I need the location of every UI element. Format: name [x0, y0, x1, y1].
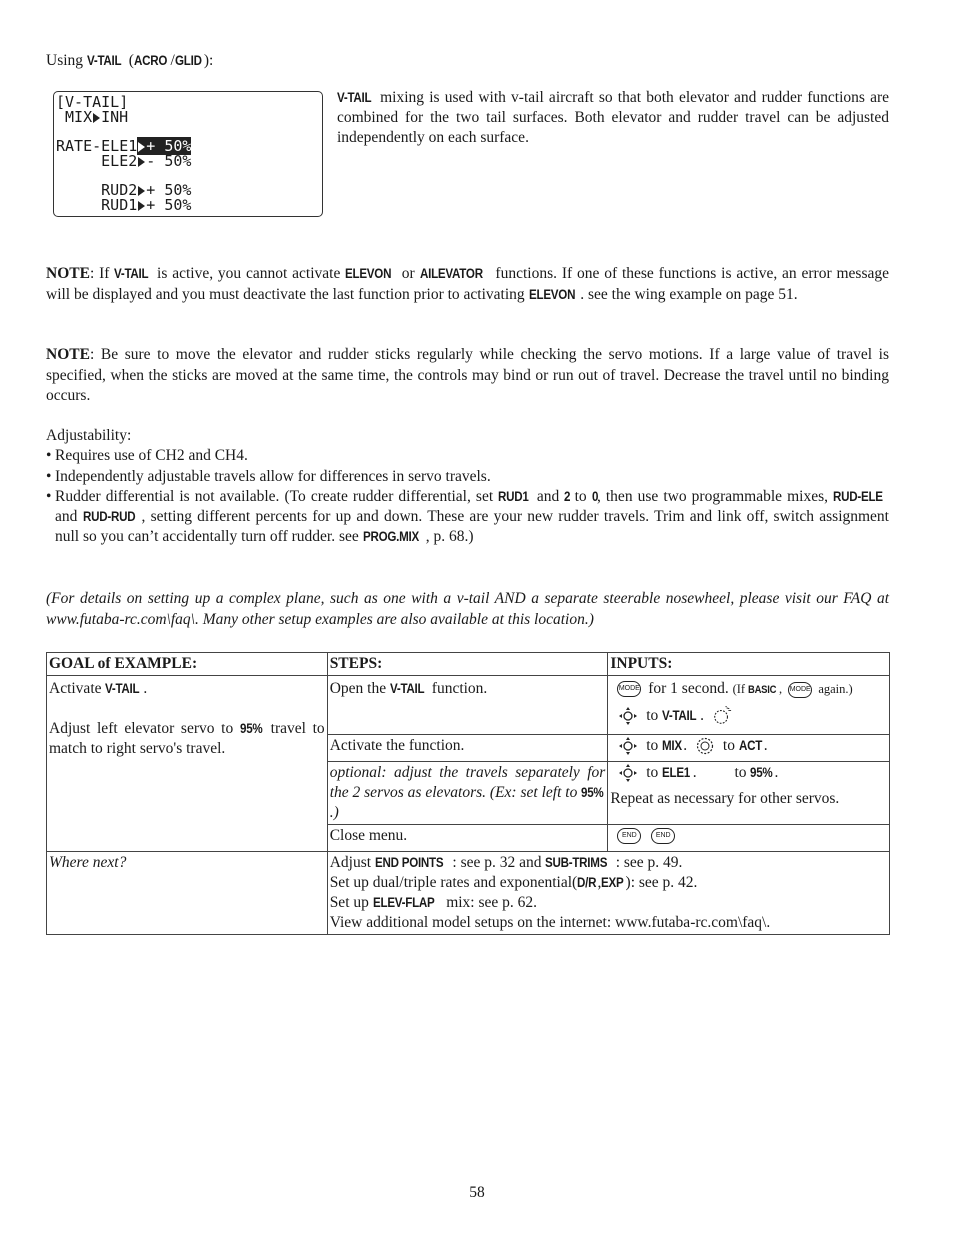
kw-glid: GLID	[174, 53, 202, 68]
kw-rud-ele: RUD-ELE	[833, 488, 883, 504]
kw-vtail: V-TAIL	[662, 708, 697, 723]
lcd-line-mix	[56, 110, 128, 125]
input-close	[608, 825, 890, 852]
lcd-ele1-label: RATE-ELE1	[56, 137, 138, 155]
input3-t2: .	[692, 764, 697, 781]
step-close: Close menu.	[327, 825, 608, 852]
note1-t3: or	[396, 265, 420, 282]
lcd-rud1-label: RUD1	[56, 196, 138, 214]
dial-icon	[695, 736, 715, 756]
adjustability-section	[46, 426, 889, 548]
kw-rud-rud: RUD-RUD	[82, 509, 135, 525]
kw-dr: D/R	[577, 875, 597, 890]
kw-vtail: V-TAIL	[337, 90, 372, 105]
kw-end-points: END POINTS	[374, 855, 444, 870]
kw-elev-flap: ELEV-FLAP	[372, 895, 435, 910]
input3-t4: .	[774, 764, 779, 781]
step1-t2: function.	[427, 680, 488, 697]
input-optional	[608, 762, 890, 825]
kw-elevon: ELEVON	[345, 266, 392, 281]
end-button-icon: END	[617, 828, 641, 844]
lcd-line-title: [V-TAIL]	[56, 93, 129, 111]
input2-t1: to	[642, 737, 663, 754]
kw-mix: MIX	[662, 738, 683, 753]
input1-t2: to	[642, 707, 663, 724]
paren-close: ):	[203, 52, 214, 69]
next-line-2	[330, 873, 887, 893]
goal-t1: Activate	[49, 680, 106, 697]
kw-vtail: V-TAIL	[114, 266, 149, 281]
next-steps	[327, 852, 889, 935]
lcd-line-ele2	[56, 154, 191, 169]
input1-t3: .	[700, 707, 704, 724]
b3-t5: and	[55, 508, 83, 526]
input3-t3: to	[730, 764, 751, 781]
bullet-item: • Requires use of CH2 and CH4.	[46, 446, 889, 466]
header-goal: GOAL of EXAMPLE:	[47, 653, 328, 676]
next-l2c: ): see p. 42.	[625, 874, 698, 891]
input1-t1: for 1 second.	[644, 680, 733, 697]
kw-vtail: V-TAIL	[86, 53, 122, 68]
kw-basic: BASIC	[748, 684, 777, 696]
goal-t3: Adjust left elevator servo to	[49, 720, 240, 737]
header-steps: STEPS:	[327, 653, 608, 676]
step3-text: optional: adjust the travels separately for the 2 servos as elevators. (Ex: set left to	[329, 764, 606, 801]
goal-t2: .	[143, 680, 148, 697]
note-label: NOTE	[46, 265, 90, 282]
arrow-right-icon	[138, 201, 145, 211]
example-table	[46, 652, 890, 935]
b3-t7: , p. 68.)	[425, 528, 474, 546]
intro-prefix: Using	[46, 52, 87, 69]
b3-t1: Rudder differential is not available. (To create rudder differential, set	[55, 487, 499, 505]
next-l2a: Set up dual/triple rates and exponential(	[329, 874, 578, 891]
header-inputs: INPUTS:	[608, 653, 890, 676]
lcd-rud1-value: + 50%	[146, 196, 192, 214]
table-row	[47, 676, 890, 735]
next-line-4: View additional model setups on the internet: www.futaba-rc.com\faq\.	[329, 914, 771, 931]
input3-t1: to	[642, 764, 663, 781]
arrow-right-icon	[93, 113, 100, 123]
step1-t1: Open the	[329, 680, 390, 697]
kw-95pct: 95%	[750, 765, 773, 780]
lcd-ele2-label: ELE2	[56, 152, 138, 170]
next-line-1	[330, 853, 887, 873]
kw-exp: EXP	[601, 875, 624, 890]
input1-s3: again.)	[815, 682, 853, 696]
b3-t6: , setting different percents for up and down. These are your new rudder travels. Trim and link off, switch assignment null so you can’t accidentally turn off rudder. see	[55, 508, 889, 546]
next-line-3	[330, 893, 887, 913]
note2-text: : Be sure to move the elevator and rudder sticks regularly while checking the servo motions. If a large value of travel is specified, when the sticks are moved at the same time, the controls may bind or run out of travel. Decrease the travel until no binding occurs.	[46, 346, 889, 404]
lcd-line-rud1	[56, 198, 191, 213]
note1-t1: : If	[89, 265, 115, 282]
repeat-note: Repeat as necessary for other servos.	[610, 790, 840, 808]
input1-s1: (If	[732, 682, 749, 696]
table-row	[47, 852, 890, 935]
kw-ailevator: AILEVATOR	[419, 266, 483, 281]
input3-line-1	[610, 763, 887, 783]
details-note: (For details on setting up a complex plane, such as one with a v-tail AND a separate steerable nosewheel, please visit our FAQ at www.futaba-rc.com\faq\. Many other setup examples are also available at this location.)	[46, 590, 889, 628]
input1-line-1	[610, 679, 887, 700]
step-open	[327, 676, 608, 735]
mode-button-icon: MODE	[617, 681, 641, 697]
goal-line-2	[49, 719, 325, 759]
goal-t4: travel to match to right servo's travel.	[49, 720, 325, 757]
kw-vtail: V-TAIL	[389, 681, 425, 696]
next-l3b: mix: see p. 62.	[442, 894, 538, 911]
goal-cell	[47, 676, 328, 852]
description-text: mixing is used with v-tail aircraft so that both elevator and rudder functions are combined for the two tail surfaces. Both elevator and rudder travel can be adjusted independently on each surface.	[337, 89, 889, 146]
input2-t4: .	[763, 737, 768, 754]
next-l1c: : see p. 49.	[615, 854, 683, 871]
input1-s2: ,	[778, 682, 786, 696]
kw-vtail: V-TAIL	[105, 681, 140, 696]
kw-acro: ACRO	[133, 53, 168, 68]
lcd-mix-value: INH	[101, 108, 129, 126]
next-l1b: : see p. 32 and	[452, 854, 546, 871]
bullet-item	[46, 487, 889, 548]
b3-t2: and	[531, 487, 565, 505]
note-2	[46, 345, 889, 407]
input-open	[608, 676, 890, 735]
note1-t2: is active, you cannot activate	[152, 265, 346, 282]
arrow-right-icon	[138, 142, 145, 152]
note1-t5: . see the wing example on page 51.	[580, 285, 798, 303]
kw-elevon: ELEVON	[528, 286, 575, 302]
input1-small	[733, 682, 853, 696]
b3-t3: to	[569, 487, 592, 505]
next-l2b: ,	[597, 874, 602, 891]
goal-line-1	[49, 679, 325, 699]
cursor-pad-icon	[618, 706, 638, 726]
end-button-icon: END	[651, 828, 675, 844]
note-1	[46, 264, 889, 305]
input2-t3: to	[719, 737, 739, 754]
spacer	[49, 699, 325, 719]
lcd-ele1-text: + 50%	[146, 137, 192, 155]
kw-95pct: 95%	[239, 721, 263, 736]
kw-2: 2	[564, 488, 571, 504]
cursor-pad-icon	[618, 736, 638, 756]
lcd-ele2-value: - 50%	[146, 152, 192, 170]
where-next: Where next?	[47, 852, 328, 935]
bullet-item: • Independently adjustable travels allow for differences in servo travels.	[46, 467, 889, 487]
page-number: 58	[469, 1184, 485, 1201]
next-l1a: Adjust	[329, 854, 375, 871]
step-activate: Activate the function.	[327, 735, 608, 762]
vtail-description	[337, 88, 889, 148]
mode-button-icon: MODE	[788, 682, 812, 698]
slash: /	[170, 52, 175, 69]
input-activate	[608, 735, 890, 762]
note1-t4: functions. If one of these functions is active, an error message will be displayed and you must deactivate the last function prior to activating	[46, 265, 889, 303]
kw-0: 0	[591, 488, 598, 504]
intro-line	[46, 52, 213, 70]
step3-t2: .)	[329, 804, 339, 821]
lcd-mix-label: MIX	[56, 108, 93, 126]
arrow-right-icon	[138, 186, 145, 196]
kw-prog-mix: PROG.MIX	[362, 529, 419, 545]
adjustability-title: Adjustability:	[46, 427, 132, 444]
lcd-screen	[53, 91, 323, 217]
input2-t2: .	[683, 737, 688, 754]
kw-95pct: 95%	[581, 785, 604, 800]
kw-sub-trims: SUB-TRIMS	[545, 855, 608, 870]
input1-line-2	[610, 706, 887, 726]
note-label: NOTE	[46, 346, 90, 363]
paren-open: (	[124, 52, 134, 69]
b3-t4: , then use two programmable mixes,	[596, 487, 834, 505]
kw-ele1: ELE1	[662, 765, 691, 780]
lcd-rud2-label: RUD2	[56, 181, 138, 199]
lcd-rud2-value: + 50%	[146, 181, 192, 199]
next-l3a: Set up	[329, 894, 373, 911]
kw-act: ACT	[738, 738, 762, 753]
arrow-right-icon	[138, 157, 145, 167]
kw-rud1: RUD1	[498, 488, 529, 504]
cursor-pad-icon	[618, 763, 638, 783]
step-optional	[327, 762, 608, 825]
table-header-row	[47, 653, 890, 676]
dial-rotate-icon	[712, 706, 732, 726]
